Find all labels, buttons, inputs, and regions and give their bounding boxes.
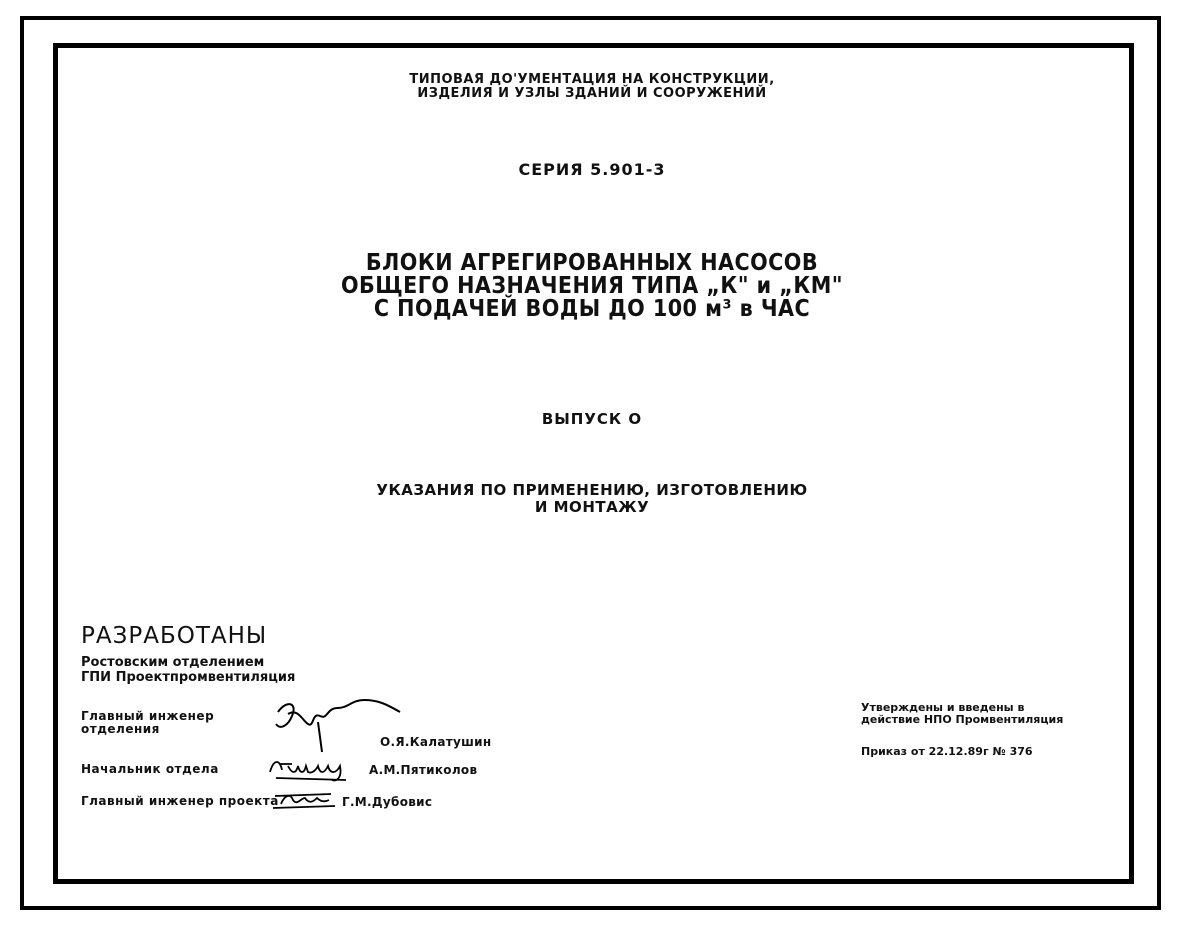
developer-heading: РАЗРАБОТАНЫ: [81, 623, 268, 649]
approval-line2: действие НПО Промвентиляция: [861, 713, 1064, 726]
instructions-title: [0, 482, 1184, 516]
role-line: Главный инженер проекта: [81, 794, 279, 808]
instructions-line2: И МОНТАЖУ: [534, 498, 650, 516]
doc-header-line2: ИЗДЕЛИЯ И УЗЛЫ ЗДАНИЙ И СООРУЖЕНИЙ: [417, 86, 767, 101]
signatory-role-chief-engineer-department: [81, 710, 214, 736]
series-label: СЕРИЯ 5.901-3: [518, 160, 666, 179]
signature-dubovis: [271, 786, 339, 812]
signatory-role-department-head: [81, 763, 219, 776]
developer-org: [81, 655, 295, 685]
role-line: Главный инженер: [81, 709, 215, 723]
role-line: Начальник отдела: [81, 762, 219, 776]
instructions-line1: УКАЗАНИЯ ПО ПРИМЕНЕНИЮ, ИЗГОТОВЛЕНИЮ: [376, 481, 808, 499]
signatory-name: А.М.Пятиколов: [369, 763, 478, 777]
doc-header-line1: ТИПОВАЯ ДО'УМЕНТАЦИЯ НА КОНСТРУКЦИИ,: [409, 72, 775, 87]
role-line: отделения: [81, 722, 160, 736]
developer-org-line2: ГПИ Проектпромвентиляция: [81, 670, 296, 685]
signatory-role-chief-project-engineer: [81, 795, 279, 808]
signatory-name: Г.М.Дубовис: [342, 795, 433, 809]
signature-kalatushin: [268, 690, 418, 760]
doc-header: [0, 73, 1184, 101]
document-title: [59, 252, 1125, 321]
developer-org-line1: Ростовским отделением: [81, 655, 265, 670]
title-line3: С ПОДАЧЕЙ ВОДЫ ДО 100 м³ в ЧАС: [373, 296, 811, 322]
signatory-name: О.Я.Калатушин: [380, 735, 492, 749]
approval-order: Приказ от 22.12.89г № 376: [861, 745, 1033, 758]
approval-note: [861, 702, 1063, 726]
title-line2: ОБЩЕГО НАЗНАЧЕНИЯ ТИПА „К" и „КМ": [340, 273, 843, 299]
issue-label: ВЫПУСК О: [541, 410, 643, 428]
signature-pyatikolov: [266, 752, 356, 784]
approval-line1: Утверждены и введены в: [861, 701, 1025, 714]
title-line1: БЛОКИ АГРЕГИРОВАННЫХ НАСОСОВ: [365, 250, 819, 276]
